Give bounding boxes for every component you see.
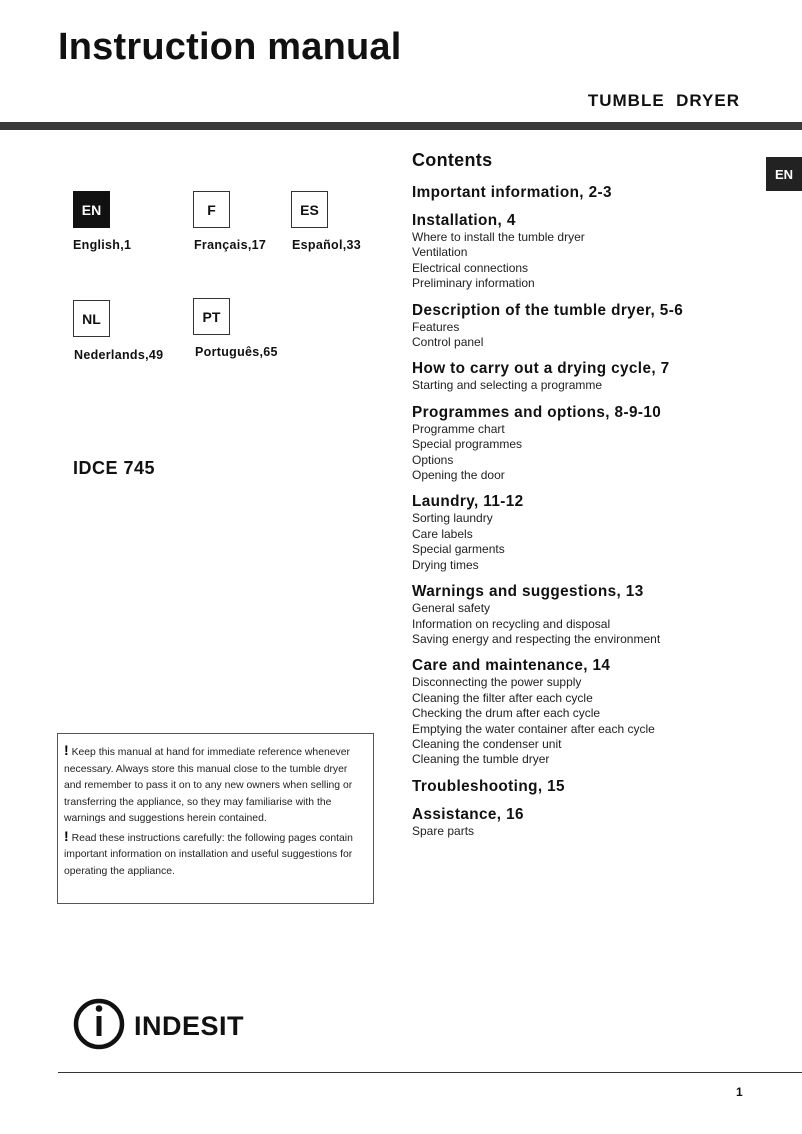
toc-section — [412, 211, 797, 292]
toc-section-title: Programmes and options, 8-9-10 — [412, 403, 662, 421]
page-number: 1 — [736, 1085, 743, 1099]
lang-box-pt: PT — [193, 298, 230, 335]
toc-subitem: Preliminary information — [412, 276, 535, 291]
lang-box-es: ES — [291, 191, 328, 228]
toc-subitem: Opening the door — [412, 468, 505, 483]
toc-subitem: Checking the drum after each cycle — [412, 706, 601, 721]
lang-label-pt: Português,65 — [195, 345, 278, 359]
toc-subitem: Saving energy and respecting the environment — [412, 631, 661, 646]
toc-subitem: Ventilation — [412, 245, 468, 260]
toc-section-title: Installation, 4 — [412, 212, 516, 229]
toc-subitem: Drying times — [412, 557, 479, 572]
header-divider — [0, 122, 802, 130]
toc-section — [412, 301, 797, 351]
footer-divider — [58, 1072, 802, 1073]
toc-section — [412, 582, 797, 647]
table-of-contents — [412, 150, 797, 848]
toc-subitem: Options — [412, 452, 454, 467]
lang-box-nl: NL — [73, 300, 110, 337]
toc-subitem: Special programmes — [412, 437, 523, 452]
contents-heading: Contents — [412, 150, 493, 170]
toc-section — [412, 183, 797, 202]
toc-subitem: Cleaning the filter after each cycle — [412, 690, 593, 705]
notice-paragraph-2 — [64, 828, 365, 881]
lang-box-en: EN — [73, 191, 110, 228]
toc-subitem: Programme chart — [412, 421, 505, 436]
toc-subitem: Features — [412, 319, 460, 334]
toc-subitem: Spare parts — [412, 823, 475, 838]
toc-subitem: Where to install the tumble dryer — [412, 230, 585, 244]
toc-section — [412, 359, 797, 393]
toc-subitem: Cleaning the condenser unit — [412, 736, 562, 751]
notice-text-1: Keep this manual at hand for immediate reference whenever necessary. Always store this manual close to the tumble dryer and remember to pass it on to any new owners when selling or transferring the appliance, so they may familiarise with the warnings and suggestions herein contained. — [64, 747, 353, 824]
lang-label-en: English,1 — [73, 238, 132, 252]
toc-section — [412, 656, 797, 767]
exclamation-icon: ! — [64, 742, 69, 758]
lang-label-f: Français,17 — [194, 238, 267, 252]
toc-section-title: Laundry, 11-12 — [412, 493, 524, 511]
toc-list — [412, 183, 797, 839]
document-title: Instruction manual — [58, 26, 402, 68]
toc-subitem: Special garments — [412, 542, 505, 557]
model-number: IDCE 745 — [73, 458, 156, 478]
toc-section-title: Description of the tumble dryer, 5-6 — [412, 301, 684, 319]
toc-subitem: General safety — [412, 601, 491, 616]
toc-section-title: How to carry out a drying cycle, 7 — [412, 360, 670, 378]
toc-subitem: Sorting laundry — [412, 511, 493, 526]
notice-box — [57, 733, 374, 904]
toc-section-title: Assistance, 16 — [412, 805, 524, 823]
toc-section — [412, 492, 797, 573]
notice-paragraph-1 — [64, 742, 365, 828]
indesit-logo — [73, 997, 273, 1053]
toc-subitem: Emptying the water container after each cycle — [412, 721, 655, 736]
language-side-tab: EN — [766, 157, 802, 191]
toc-section-title: Troubleshooting, 15 — [412, 777, 565, 795]
lang-box-f: F — [193, 191, 230, 228]
notice-text-2: Read these instructions carefully: the following pages contain important information on installation and useful suggestions for operating the appliance. — [64, 832, 353, 877]
toc-subitem: Disconnecting the power supply — [412, 675, 582, 690]
toc-section — [412, 805, 797, 839]
toc-subitem: Control panel — [412, 335, 484, 350]
lang-label-nl: Nederlands,49 — [74, 348, 164, 362]
toc-subitem: Cleaning the tumble dryer — [412, 752, 550, 767]
toc-section-title: Warnings and suggestions, 13 — [412, 583, 644, 601]
toc-section-title: Care and maintenance, 14 — [412, 657, 611, 675]
brand-wordmark: INDESIT — [134, 1011, 245, 1041]
toc-subitem: Care labels — [412, 526, 473, 541]
toc-subitem: Electrical connections — [412, 260, 529, 275]
lang-label-es: Español,33 — [292, 238, 361, 252]
toc-section — [412, 777, 797, 796]
toc-subitem: Starting and selecting a programme — [412, 378, 603, 393]
toc-section — [412, 403, 797, 484]
exclamation-icon: ! — [64, 827, 69, 844]
toc-subitem: Information on recycling and disposal — [412, 616, 611, 631]
document-subtitle: TUMBLE DRYER — [587, 91, 740, 110]
toc-section-title: Important information, 2-3 — [412, 184, 612, 201]
